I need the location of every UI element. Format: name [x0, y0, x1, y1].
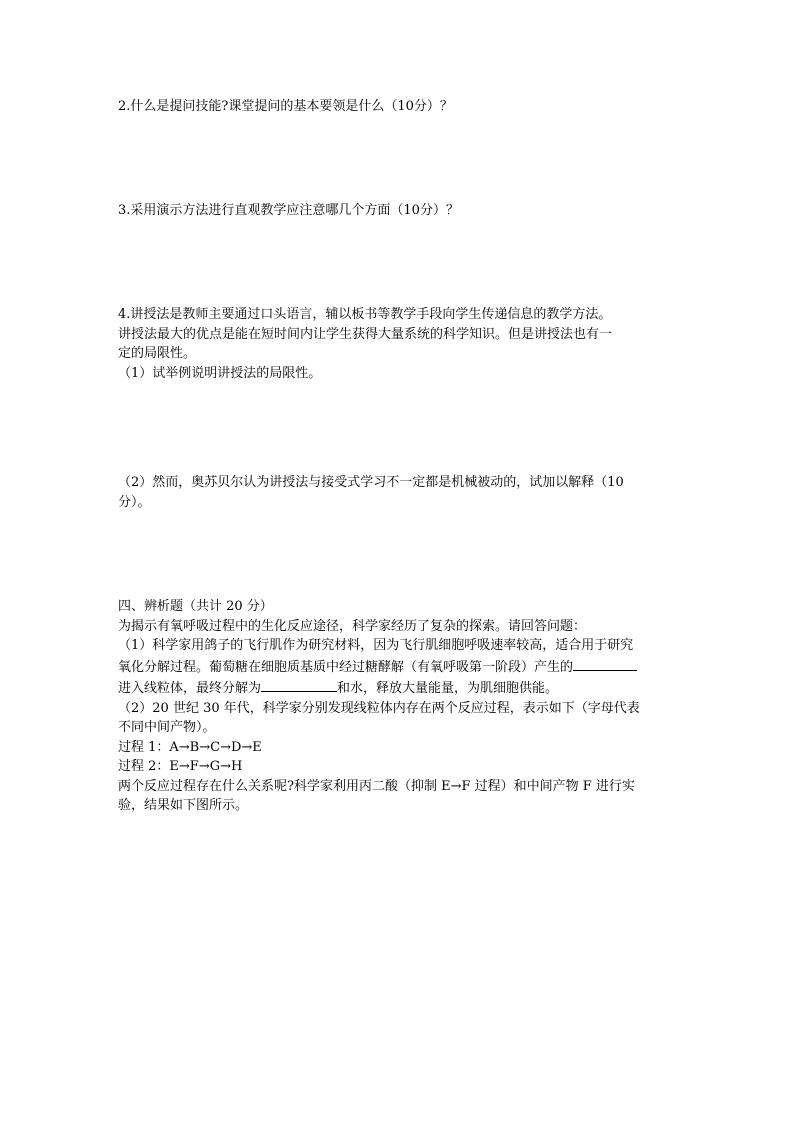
- part-1-line-2-text: 氧化分解过程。葡萄糖在细胞质基质中经过糖酵解（有氧呼吸第一阶段）产生的: [118, 659, 574, 675]
- section-4-heading: 四、辨析题（共计 20 分）: [118, 599, 273, 614]
- question-2: [118, 97, 678, 117]
- question-4: [118, 305, 678, 383]
- question-4-sub-2-line-2: 分）。: [118, 494, 151, 510]
- section-4: [118, 597, 678, 816]
- part-3-line-2: 验，结果如下图所示。: [118, 798, 249, 813]
- question-4-sub-2-line-1: （2）然而，奥苏贝尔认为讲授法与接受式学习不一定都是机械被动的，试加以解释（10: [118, 475, 624, 490]
- section-4-intro: 为揭示有氧呼吸过程中的生化反应途径，科学家经历了复杂的探索。请回答问题：: [118, 618, 587, 634]
- question-2-text: 2.什么是提问技能?课堂提问的基本要领是什么（10分）？: [118, 99, 453, 114]
- question-3: [118, 201, 678, 221]
- answer-blank-1[interactable]: [573, 656, 637, 671]
- part-2-line-1: （2）20 世纪 30 年代，科学家分别发现线粒体内存在两个反应过程，表示如下（字母代表: [118, 700, 640, 716]
- part-1-line-3-a: 进入线粒体，最终分解为: [118, 681, 262, 696]
- part-1-line-3-b: 和水，释放大量能量，为肌细胞供能。: [337, 681, 559, 696]
- process-2: 过程 2：E→F→G→H: [118, 759, 243, 774]
- question-4-line-1: 4.讲授法是教师主要通过口头语言，辅以板书等教学手段向学生传递信息的教学方法。: [118, 307, 612, 322]
- part-1-line-2: [118, 656, 678, 678]
- question-4-line-2: 讲授法最大的优点是能在短时间内让学生获得大量系统的科学知识。但是讲授法也有一: [118, 326, 613, 342]
- question-4-line-3: 定的局限性。: [118, 346, 197, 361]
- part-2-line-2: 不同中间产物）。: [118, 720, 216, 735]
- question-3-text: 3.采用演示方法进行直观教学应注意哪几个方面（10分）？: [118, 203, 459, 218]
- answer-blank-2[interactable]: [261, 677, 337, 692]
- part-1-line-1: （1）科学家用鸽子的飞行肌作为研究材料，因为飞行肌细胞呼吸速率较高，适合用于研究: [118, 638, 634, 653]
- process-1: 过程 1：A→B→C→D→E: [118, 739, 262, 755]
- question-4-sub-1: （1）试举例说明讲授法的局限性。: [118, 365, 322, 381]
- part-1-line-3: [118, 677, 678, 699]
- question-4-sub-2: [118, 473, 678, 512]
- part-3-line-1: 两个反应过程存在什么关系呢?科学家利用丙二酸（抑制 E→F 过程）和中间产物 F 进行实: [118, 778, 635, 794]
